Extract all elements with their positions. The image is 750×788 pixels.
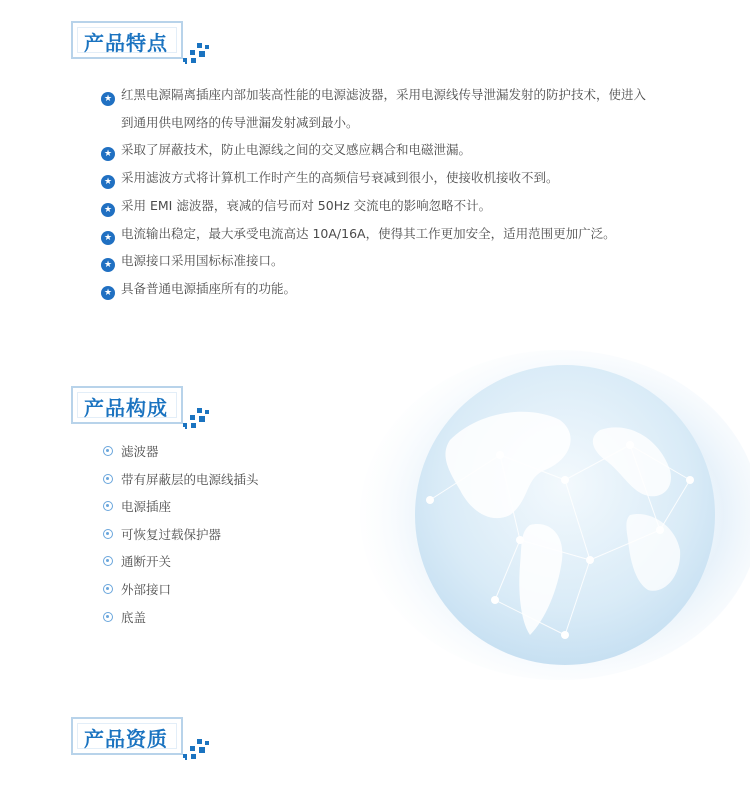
globe-icon (330, 350, 750, 680)
list-item: ★ 具备普通电源插座所有的功能。 (101, 275, 646, 303)
list-item: ★ 采用滤波方式将计算机工作时产生的高频信号衰减到很小，使接收机接收不到。 (101, 164, 646, 192)
section-title-frame (71, 21, 183, 59)
ring-bullet-icon (103, 446, 113, 456)
section-title: 产品资质 (84, 727, 168, 751)
list-item: 滤波器 (101, 438, 259, 466)
list-item: 通断开关 (101, 548, 259, 576)
ring-bullet-icon (103, 556, 113, 566)
star-circle-icon: ★ (101, 231, 115, 245)
star-circle-icon: ★ (101, 175, 115, 189)
list-item: 底盖 (101, 604, 259, 632)
ring-bullet-icon (103, 529, 113, 539)
list-item-continuation: 到通用供电网络的传导泄漏发射减到最小。 (121, 114, 359, 130)
section-title-frame (71, 717, 183, 755)
list-item: ★ 采用 EMI 滤波器，衰减的信号而对 50Hz 交流电的影响忽略不计。 (101, 192, 646, 220)
star-circle-icon: ★ (101, 147, 115, 161)
ring-bullet-icon (103, 612, 113, 622)
pixel-decoration-icon (183, 739, 211, 761)
composition-list (101, 438, 259, 631)
ring-bullet-icon (103, 501, 113, 511)
star-circle-icon: ★ (101, 92, 115, 106)
star-circle-icon: ★ (101, 286, 115, 300)
star-circle-icon: ★ (101, 203, 115, 217)
section-title: 产品特点 (84, 31, 168, 55)
ring-bullet-icon (103, 584, 113, 594)
section-title: 产品构成 (84, 396, 168, 420)
feature-list (101, 81, 646, 303)
list-item: 带有屏蔽层的电源线插头 (101, 466, 259, 494)
star-circle-icon: ★ (101, 258, 115, 272)
ring-bullet-icon (103, 474, 113, 484)
section-title-frame (71, 386, 183, 424)
list-item: ★ 采取了屏蔽技术，防止电源线之间的交叉感应耦合和电磁泄漏。 (101, 136, 646, 164)
list-item: ★ 电源接口采用国标标准接口。 (101, 247, 646, 275)
list-item: ★ 红黑电源隔离插座内部加装高性能的电源滤波器，采用电源线传导泄漏发射的防护技术，使进入 (101, 81, 646, 109)
pixel-decoration-icon (183, 43, 211, 65)
list-item: 外部接口 (101, 576, 259, 604)
globe-illustration (330, 350, 750, 680)
list-item: ★ 电流输出稳定，最大承受电流高达 10A/16A，使得其工作更加安全，适用范围更加广泛。 (101, 220, 646, 248)
list-item: 电源插座 (101, 493, 259, 521)
pixel-decoration-icon (183, 408, 211, 430)
list-item: 可恢复过载保护器 (101, 521, 259, 549)
